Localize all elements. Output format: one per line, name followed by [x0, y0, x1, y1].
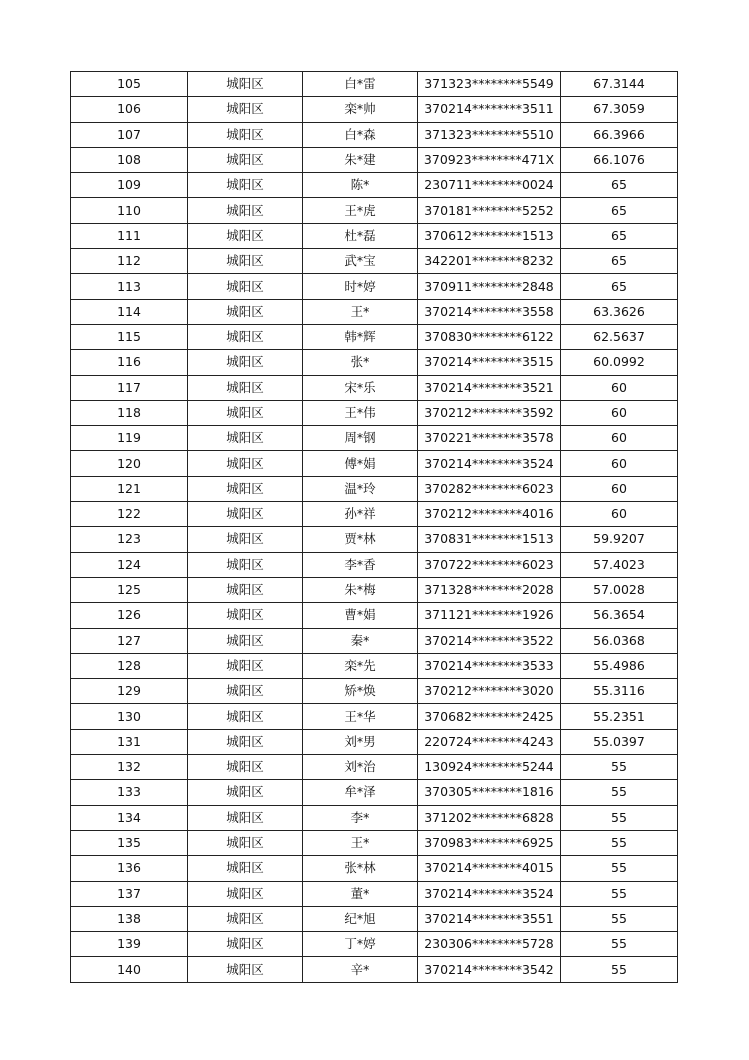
name-cell: 王*华 — [303, 704, 418, 729]
row-number-cell: 109 — [71, 173, 188, 198]
row-number-cell: 110 — [71, 198, 188, 223]
row-number-cell: 124 — [71, 552, 188, 577]
id-number-cell: 370831********1513 — [418, 527, 561, 552]
table-row — [71, 679, 678, 704]
table-row — [71, 122, 678, 147]
row-number-cell: 130 — [71, 704, 188, 729]
id-number-cell: 370214********3524 — [418, 451, 561, 476]
score-cell: 60 — [561, 476, 678, 501]
name-cell: 栾*帅 — [303, 97, 418, 122]
table-row — [71, 856, 678, 881]
district-cell: 城阳区 — [188, 653, 303, 678]
row-number-cell: 137 — [71, 881, 188, 906]
table-row — [71, 932, 678, 957]
id-number-cell: 370305********1816 — [418, 780, 561, 805]
score-cell: 60 — [561, 400, 678, 425]
row-number-cell: 108 — [71, 147, 188, 172]
row-number-cell: 135 — [71, 830, 188, 855]
name-cell: 朱*建 — [303, 147, 418, 172]
name-cell: 张*林 — [303, 856, 418, 881]
table-row — [71, 97, 678, 122]
score-cell: 65 — [561, 173, 678, 198]
score-cell: 59.9207 — [561, 527, 678, 552]
name-cell: 王* — [303, 299, 418, 324]
row-number-cell: 126 — [71, 603, 188, 628]
name-cell: 韩*辉 — [303, 324, 418, 349]
id-number-cell: 220724********4243 — [418, 729, 561, 754]
id-number-cell: 370214********3524 — [418, 881, 561, 906]
table-row — [71, 476, 678, 501]
name-cell: 宋*乐 — [303, 375, 418, 400]
name-cell: 刘*男 — [303, 729, 418, 754]
row-number-cell: 107 — [71, 122, 188, 147]
score-cell: 65 — [561, 198, 678, 223]
district-cell: 城阳区 — [188, 274, 303, 299]
table-row — [71, 375, 678, 400]
name-cell: 李* — [303, 805, 418, 830]
name-cell: 纪*旭 — [303, 906, 418, 931]
name-cell: 张* — [303, 350, 418, 375]
district-cell: 城阳区 — [188, 147, 303, 172]
district-cell: 城阳区 — [188, 906, 303, 931]
district-cell: 城阳区 — [188, 830, 303, 855]
score-cell: 56.3654 — [561, 603, 678, 628]
row-number-cell: 140 — [71, 957, 188, 982]
score-cell: 66.3966 — [561, 122, 678, 147]
row-number-cell: 117 — [71, 375, 188, 400]
score-cell: 55.2351 — [561, 704, 678, 729]
name-cell: 王*伟 — [303, 400, 418, 425]
id-number-cell: 371121********1926 — [418, 603, 561, 628]
district-cell: 城阳区 — [188, 173, 303, 198]
score-cell: 55 — [561, 805, 678, 830]
row-number-cell: 122 — [71, 502, 188, 527]
score-cell: 60 — [561, 375, 678, 400]
row-number-cell: 132 — [71, 755, 188, 780]
district-cell: 城阳区 — [188, 527, 303, 552]
score-cell: 62.5637 — [561, 324, 678, 349]
score-cell: 65 — [561, 223, 678, 248]
name-cell: 牟*泽 — [303, 780, 418, 805]
score-cell: 66.1076 — [561, 147, 678, 172]
id-number-cell: 370221********3578 — [418, 426, 561, 451]
id-number-cell: 370212********4016 — [418, 502, 561, 527]
score-cell: 60 — [561, 451, 678, 476]
district-cell: 城阳区 — [188, 805, 303, 830]
name-cell: 刘*治 — [303, 755, 418, 780]
district-cell: 城阳区 — [188, 299, 303, 324]
district-cell: 城阳区 — [188, 932, 303, 957]
row-number-cell: 128 — [71, 653, 188, 678]
district-cell: 城阳区 — [188, 451, 303, 476]
table-row — [71, 906, 678, 931]
table-row — [71, 704, 678, 729]
row-number-cell: 105 — [71, 72, 188, 97]
id-number-cell: 370214********3533 — [418, 653, 561, 678]
table-row — [71, 426, 678, 451]
district-cell: 城阳区 — [188, 249, 303, 274]
results-table — [70, 71, 678, 983]
id-number-cell: 230306********5728 — [418, 932, 561, 957]
id-number-cell: 370214********3551 — [418, 906, 561, 931]
table-row — [71, 274, 678, 299]
score-cell: 65 — [561, 249, 678, 274]
id-number-cell: 370212********3592 — [418, 400, 561, 425]
id-number-cell: 370911********2848 — [418, 274, 561, 299]
score-cell: 65 — [561, 274, 678, 299]
name-cell: 孙*祥 — [303, 502, 418, 527]
name-cell: 周*钢 — [303, 426, 418, 451]
id-number-cell: 370212********3020 — [418, 679, 561, 704]
name-cell: 辛* — [303, 957, 418, 982]
score-cell: 67.3059 — [561, 97, 678, 122]
row-number-cell: 115 — [71, 324, 188, 349]
district-cell: 城阳区 — [188, 476, 303, 501]
name-cell: 傅*娟 — [303, 451, 418, 476]
score-cell: 56.0368 — [561, 628, 678, 653]
score-cell: 60.0992 — [561, 350, 678, 375]
name-cell: 曹*娟 — [303, 603, 418, 628]
id-number-cell: 370983********6925 — [418, 830, 561, 855]
row-number-cell: 116 — [71, 350, 188, 375]
id-number-cell: 230711********0024 — [418, 173, 561, 198]
score-cell: 60 — [561, 502, 678, 527]
id-number-cell: 370214********3522 — [418, 628, 561, 653]
id-number-cell: 370214********3511 — [418, 97, 561, 122]
table-row — [71, 147, 678, 172]
district-cell: 城阳区 — [188, 729, 303, 754]
id-number-cell: 370830********6122 — [418, 324, 561, 349]
name-cell: 丁*婷 — [303, 932, 418, 957]
row-number-cell: 136 — [71, 856, 188, 881]
table-row — [71, 780, 678, 805]
table-row — [71, 729, 678, 754]
table-row — [71, 198, 678, 223]
name-cell: 白*森 — [303, 122, 418, 147]
table-row — [71, 173, 678, 198]
name-cell: 李*香 — [303, 552, 418, 577]
table-row — [71, 299, 678, 324]
id-number-cell: 370181********5252 — [418, 198, 561, 223]
score-cell: 55.3116 — [561, 679, 678, 704]
id-number-cell: 370722********6023 — [418, 552, 561, 577]
name-cell: 王* — [303, 830, 418, 855]
name-cell: 贾*林 — [303, 527, 418, 552]
district-cell: 城阳区 — [188, 122, 303, 147]
row-number-cell: 138 — [71, 906, 188, 931]
score-cell: 60 — [561, 426, 678, 451]
score-cell: 55.0397 — [561, 729, 678, 754]
table-row — [71, 755, 678, 780]
table-row — [71, 881, 678, 906]
district-cell: 城阳区 — [188, 324, 303, 349]
row-number-cell: 113 — [71, 274, 188, 299]
score-cell: 55 — [561, 755, 678, 780]
table-row — [71, 502, 678, 527]
id-number-cell: 371323********5549 — [418, 72, 561, 97]
district-cell: 城阳区 — [188, 856, 303, 881]
score-cell: 63.3626 — [561, 299, 678, 324]
name-cell: 杜*磊 — [303, 223, 418, 248]
name-cell: 时*婷 — [303, 274, 418, 299]
district-cell: 城阳区 — [188, 679, 303, 704]
district-cell: 城阳区 — [188, 502, 303, 527]
row-number-cell: 112 — [71, 249, 188, 274]
table-row — [71, 552, 678, 577]
table-row — [71, 830, 678, 855]
row-number-cell: 121 — [71, 476, 188, 501]
results-table-body — [71, 72, 678, 983]
name-cell: 陈* — [303, 173, 418, 198]
score-cell: 55 — [561, 881, 678, 906]
district-cell: 城阳区 — [188, 881, 303, 906]
district-cell: 城阳区 — [188, 755, 303, 780]
score-cell: 55 — [561, 906, 678, 931]
id-number-cell: 370214********3542 — [418, 957, 561, 982]
id-number-cell: 370214********3558 — [418, 299, 561, 324]
row-number-cell: 127 — [71, 628, 188, 653]
id-number-cell: 370923********471X — [418, 147, 561, 172]
table-row — [71, 957, 678, 982]
district-cell: 城阳区 — [188, 957, 303, 982]
name-cell: 秦* — [303, 628, 418, 653]
district-cell: 城阳区 — [188, 400, 303, 425]
district-cell: 城阳区 — [188, 223, 303, 248]
id-number-cell: 130924********5244 — [418, 755, 561, 780]
district-cell: 城阳区 — [188, 704, 303, 729]
district-cell: 城阳区 — [188, 577, 303, 602]
name-cell: 温*玲 — [303, 476, 418, 501]
name-cell: 朱*梅 — [303, 577, 418, 602]
district-cell: 城阳区 — [188, 97, 303, 122]
name-cell: 武*宝 — [303, 249, 418, 274]
table-row — [71, 249, 678, 274]
row-number-cell: 120 — [71, 451, 188, 476]
score-cell: 55 — [561, 830, 678, 855]
table-row — [71, 527, 678, 552]
row-number-cell: 111 — [71, 223, 188, 248]
id-number-cell: 370282********6023 — [418, 476, 561, 501]
district-cell: 城阳区 — [188, 72, 303, 97]
score-cell: 55 — [561, 780, 678, 805]
district-cell: 城阳区 — [188, 198, 303, 223]
row-number-cell: 139 — [71, 932, 188, 957]
score-cell: 57.4023 — [561, 552, 678, 577]
name-cell: 白*雷 — [303, 72, 418, 97]
row-number-cell: 133 — [71, 780, 188, 805]
table-row — [71, 350, 678, 375]
id-number-cell: 371323********5510 — [418, 122, 561, 147]
score-cell: 57.0028 — [561, 577, 678, 602]
district-cell: 城阳区 — [188, 780, 303, 805]
row-number-cell: 125 — [71, 577, 188, 602]
row-number-cell: 134 — [71, 805, 188, 830]
id-number-cell: 371328********2028 — [418, 577, 561, 602]
row-number-cell: 114 — [71, 299, 188, 324]
table-row — [71, 805, 678, 830]
row-number-cell: 123 — [71, 527, 188, 552]
table-row — [71, 603, 678, 628]
id-number-cell: 370612********1513 — [418, 223, 561, 248]
document-page — [70, 71, 677, 983]
score-cell: 55.4986 — [561, 653, 678, 678]
table-row — [71, 577, 678, 602]
id-number-cell: 370214********4015 — [418, 856, 561, 881]
district-cell: 城阳区 — [188, 628, 303, 653]
district-cell: 城阳区 — [188, 375, 303, 400]
score-cell: 67.3144 — [561, 72, 678, 97]
name-cell: 矫*焕 — [303, 679, 418, 704]
id-number-cell: 342201********8232 — [418, 249, 561, 274]
id-number-cell: 371202********6828 — [418, 805, 561, 830]
id-number-cell: 370214********3515 — [418, 350, 561, 375]
table-row — [71, 324, 678, 349]
table-row — [71, 628, 678, 653]
table-row — [71, 223, 678, 248]
table-row — [71, 72, 678, 97]
table-row — [71, 400, 678, 425]
district-cell: 城阳区 — [188, 603, 303, 628]
row-number-cell: 119 — [71, 426, 188, 451]
row-number-cell: 131 — [71, 729, 188, 754]
district-cell: 城阳区 — [188, 350, 303, 375]
name-cell: 王*虎 — [303, 198, 418, 223]
name-cell: 栾*先 — [303, 653, 418, 678]
district-cell: 城阳区 — [188, 426, 303, 451]
table-row — [71, 653, 678, 678]
row-number-cell: 106 — [71, 97, 188, 122]
score-cell: 55 — [561, 856, 678, 881]
name-cell: 董* — [303, 881, 418, 906]
table-row — [71, 451, 678, 476]
district-cell: 城阳区 — [188, 552, 303, 577]
row-number-cell: 118 — [71, 400, 188, 425]
score-cell: 55 — [561, 932, 678, 957]
row-number-cell: 129 — [71, 679, 188, 704]
id-number-cell: 370682********2425 — [418, 704, 561, 729]
id-number-cell: 370214********3521 — [418, 375, 561, 400]
score-cell: 55 — [561, 957, 678, 982]
